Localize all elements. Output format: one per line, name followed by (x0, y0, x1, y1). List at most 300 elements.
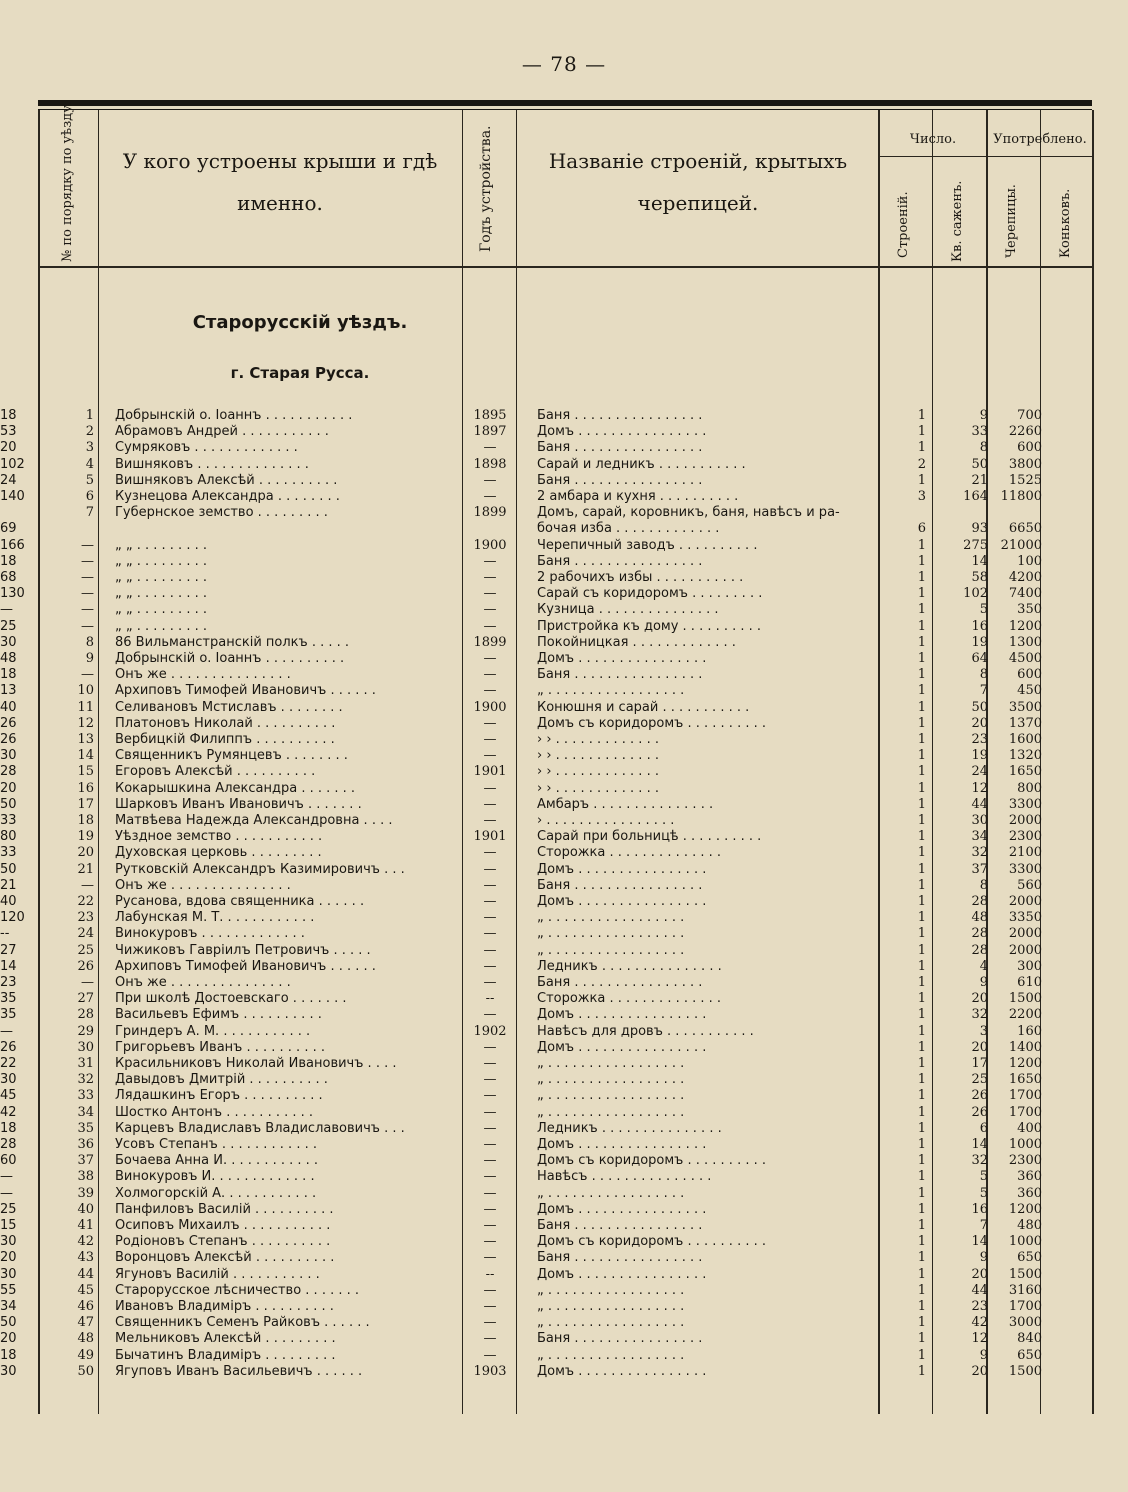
row-area: 7 (979, 1218, 988, 1233)
row-building: › › . . . . . . . . . . . . . (537, 732, 659, 747)
row-building: Баня . . . . . . . . . . . . . . . . (537, 553, 703, 569)
row-year: — (483, 845, 497, 861)
row-owner: Шарковъ Иванъ Ивановичъ . . . . . . . (115, 796, 362, 812)
row-year: — (483, 1169, 497, 1185)
row-tiles: 2200 (1008, 1007, 1042, 1023)
table-row (0, 910, 1128, 926)
row-tiles: 1200 (1008, 618, 1042, 634)
table-row (0, 1283, 1128, 1299)
row-tiles: 3300 (1008, 796, 1042, 812)
row-year: — (483, 1347, 497, 1363)
row-building: Навѣсъ . . . . . . . . . . . . . . . (537, 1169, 712, 1185)
row-year: — (483, 958, 497, 974)
row-ridges: 26 (0, 715, 17, 731)
row-ridges: 68 (0, 570, 17, 585)
table-row (0, 862, 1128, 878)
row-count: 1 (917, 991, 926, 1007)
row-year: — (483, 651, 497, 666)
row-building: „ . . . . . . . . . . . . . . . . . (537, 942, 685, 958)
row-number: 28 (77, 1007, 94, 1023)
row-owner: Красильниковъ Николай Ивановичъ . . . . (115, 1056, 397, 1071)
row-count: 1 (917, 1250, 926, 1266)
table-row (0, 878, 1128, 894)
row-area: 275 (963, 537, 988, 553)
table-row (0, 1137, 1128, 1153)
row-number: 2 (85, 424, 94, 440)
row-area: 26 (971, 1104, 988, 1120)
row-tiles: 360 (1017, 1185, 1042, 1201)
row-tiles: 1500 (1008, 1363, 1042, 1379)
row-area: 14 (971, 1137, 988, 1152)
row-area: 20 (971, 1363, 988, 1379)
row-owner: „ „ . . . . . . . . . (115, 537, 207, 553)
row-area: 28 (971, 942, 988, 958)
row-owner: Вишняковъ Алексѣй . . . . . . . . . . (115, 472, 338, 488)
row-count: 1 (917, 1315, 926, 1331)
row-number: 5 (85, 472, 94, 488)
row-building: › › . . . . . . . . . . . . . (537, 780, 659, 796)
row-owner: Ягуповъ Иванъ Васильевичъ . . . . . . (115, 1363, 363, 1379)
row-tiles: 100 (1017, 553, 1042, 569)
row-tiles: 3800 (1008, 456, 1042, 472)
row-area: 9 (979, 1250, 988, 1266)
row-owner: Осиповъ Михаилъ . . . . . . . . . . . (115, 1218, 331, 1233)
table-row (0, 1299, 1128, 1315)
row-number: — (81, 667, 94, 683)
row-building: Домъ . . . . . . . . . . . . . . . . (537, 1363, 707, 1379)
table-row (0, 619, 1128, 635)
row-building: Баня . . . . . . . . . . . . . . . . (537, 408, 703, 423)
row-ridges: 48 (0, 651, 17, 666)
row-ridges: 21 (0, 877, 17, 893)
row-owner: Матвѣева Надежда Александровна . . . . (115, 813, 393, 828)
row-ridges: 35 (0, 1007, 17, 1023)
row-number: 24 (77, 926, 94, 942)
row-ridges: 18 (0, 408, 17, 423)
row-building: „ . . . . . . . . . . . . . . . . . (537, 1104, 685, 1120)
row-number: 23 (77, 910, 94, 926)
row-tiles: 1400 (1008, 1039, 1042, 1055)
row-tiles: 3500 (1008, 699, 1042, 715)
row-year: — (483, 1104, 497, 1120)
row-area: 50 (971, 456, 988, 472)
row-building: Ледникъ . . . . . . . . . . . . . . . (537, 958, 722, 974)
row-count: 1 (917, 813, 926, 828)
row-ridges: 33 (0, 813, 17, 828)
row-year: — (483, 1299, 497, 1314)
row-count: 3 (917, 489, 926, 504)
row-year: — (483, 894, 497, 909)
row-building: Домъ съ коридоромъ . . . . . . . . . . (537, 1153, 766, 1169)
row-owner: Бочаева Анна И. . . . . . . . . . . . (115, 1153, 319, 1169)
row-year: — (483, 602, 497, 618)
row-ridges: 20 (0, 780, 17, 796)
row-area: 21 (971, 472, 988, 488)
table-row (0, 1088, 1128, 1104)
row-year: — (483, 1153, 497, 1169)
row-tiles: 600 (1017, 667, 1042, 683)
row-tiles: 3160 (1008, 1282, 1042, 1298)
row-tiles: 2000 (1008, 942, 1042, 958)
row-building: „ . . . . . . . . . . . . . . . . . (537, 1056, 685, 1071)
row-area: 19 (971, 634, 988, 650)
row-ridges: 24 (0, 472, 17, 488)
row-building: „ . . . . . . . . . . . . . . . . . (537, 1282, 685, 1298)
row-area: 28 (971, 894, 988, 909)
table-row (0, 1007, 1128, 1023)
row-building: Амбаръ . . . . . . . . . . . . . . . (537, 796, 714, 812)
row-number: — (81, 975, 94, 990)
row-tiles: 21000 (1000, 537, 1042, 553)
row-building: Пристройка къ дому . . . . . . . . . . (537, 618, 762, 634)
row-year: 1901 (473, 764, 507, 780)
row-year: — (483, 1250, 497, 1266)
row-number: 39 (77, 1185, 94, 1201)
row-year: — (483, 942, 497, 958)
row-tiles: 840 (1017, 1331, 1042, 1347)
row-tiles: 1525 (1008, 472, 1042, 488)
row-building: Баня . . . . . . . . . . . . . . . . (537, 1331, 703, 1347)
row-area: 8 (979, 667, 988, 683)
row-count: 1 (917, 618, 926, 634)
row-owner: Воронцовъ Алексѣй . . . . . . . . . . (115, 1250, 335, 1266)
row-owner: Родіоновъ Степанъ . . . . . . . . . . (115, 1234, 331, 1250)
row-count: 1 (917, 408, 926, 423)
row-owner: Винокуровъ . . . . . . . . . . . . . (115, 926, 305, 942)
table-row (0, 554, 1128, 570)
row-year: — (483, 1315, 497, 1331)
table-row (0, 1072, 1128, 1088)
row-year: — (483, 489, 497, 504)
row-number: 19 (77, 829, 94, 845)
row-tiles: 1200 (1008, 1201, 1042, 1217)
row-year: — (483, 926, 497, 942)
row-building: Баня . . . . . . . . . . . . . . . . (537, 975, 703, 990)
row-year: — (483, 1137, 497, 1152)
row-area: 48 (971, 910, 988, 926)
table-row (0, 991, 1128, 1007)
table-row (0, 1105, 1128, 1121)
row-tiles: 1700 (1008, 1088, 1042, 1104)
row-area: 37 (971, 861, 988, 877)
row-area: 16 (971, 618, 988, 634)
table-row (0, 1056, 1128, 1072)
row-ridges: 18 (0, 1347, 17, 1363)
row-tiles: 1700 (1008, 1299, 1042, 1314)
row-number: 42 (77, 1234, 94, 1250)
row-ridges: 50 (0, 861, 17, 877)
row-tiles: 2300 (1008, 1153, 1042, 1169)
row-number: 27 (77, 991, 94, 1007)
table-row (0, 1202, 1128, 1218)
row-ridges: 30 (0, 1234, 17, 1250)
row-ridges: 40 (0, 699, 17, 715)
row-number: 9 (85, 651, 94, 666)
row-owner: Онъ же . . . . . . . . . . . . . . . (115, 667, 291, 683)
row-year: — (483, 1201, 497, 1217)
row-count: 1 (917, 1266, 926, 1282)
table-row (0, 748, 1128, 764)
row-building: Баня . . . . . . . . . . . . . . . . (537, 440, 703, 456)
row-tiles: 160 (1017, 1023, 1042, 1039)
row-count: 1 (917, 1282, 926, 1298)
row-count: 1 (917, 667, 926, 683)
row-area: 20 (971, 715, 988, 731)
table-row (0, 764, 1128, 780)
row-owner: Духовская церковь . . . . . . . . . (115, 845, 322, 861)
row-owner: Лабунская М. Т. . . . . . . . . . . . (115, 910, 315, 926)
table-row (0, 781, 1128, 797)
row-ridges: 42 (0, 1104, 17, 1120)
row-owner: Егоровъ Алексѣй . . . . . . . . . . (115, 764, 316, 780)
row-ridges: 23 (0, 975, 17, 990)
row-number: — (81, 570, 94, 585)
row-area: 6 (979, 1120, 988, 1136)
row-tiles: 11800 (1000, 489, 1042, 504)
row-building: „ . . . . . . . . . . . . . . . . . (537, 910, 685, 926)
row-year: 1900 (473, 537, 507, 553)
row-ridges: 18 (0, 667, 17, 683)
row-ridges: 27 (0, 942, 17, 958)
row-number: 7 (85, 505, 94, 521)
row-ridges: 30 (0, 748, 17, 764)
row-area: 8 (979, 877, 988, 893)
row-tiles: 2000 (1008, 894, 1042, 909)
row-building: Сарай при больницѣ . . . . . . . . . . (537, 829, 762, 845)
row-area: 32 (971, 1153, 988, 1169)
table-row (0, 1024, 1128, 1040)
row-year: — (483, 1088, 497, 1104)
row-building: „ . . . . . . . . . . . . . . . . . (537, 683, 685, 699)
table-row (0, 683, 1128, 699)
table-row (0, 732, 1128, 748)
row-count: 1 (917, 683, 926, 699)
header-tiles: Черепицы. (1004, 184, 1019, 258)
row-building: Баня . . . . . . . . . . . . . . . . (537, 667, 703, 683)
row-count: 1 (917, 1299, 926, 1314)
table-row (0, 505, 1128, 521)
row-tiles: 610 (1017, 975, 1042, 990)
row-year: -- (485, 991, 495, 1007)
row-count: 1 (917, 472, 926, 488)
row-building: Домъ . . . . . . . . . . . . . . . . (537, 861, 707, 877)
row-building: Домъ . . . . . . . . . . . . . . . . (537, 424, 707, 440)
row-tiles: 4200 (1008, 570, 1042, 585)
row-number: 30 (77, 1039, 94, 1055)
row-owner: Винокуровъ И. . . . . . . . . . . . . (115, 1169, 315, 1185)
row-area: 28 (971, 926, 988, 942)
row-year: — (483, 553, 497, 569)
row-building: „ . . . . . . . . . . . . . . . . . (537, 1315, 685, 1331)
row-count: 1 (917, 1331, 926, 1347)
row-tiles: 1320 (1008, 748, 1042, 764)
row-number: — (81, 877, 94, 893)
table-row (0, 440, 1128, 456)
row-ridges: 69 (0, 521, 17, 537)
header-building: Названіе строеній, крытыхъ черепицей. (548, 149, 848, 215)
row-year: 1899 (473, 505, 507, 521)
row-count: 1 (917, 894, 926, 909)
row-count: 1 (917, 942, 926, 958)
row-area: 16 (971, 1201, 988, 1217)
row-count: 1 (917, 1363, 926, 1379)
row-count: 1 (917, 926, 926, 942)
row-building: Конюшня и сарай . . . . . . . . . . . (537, 699, 750, 715)
row-tiles: 560 (1017, 877, 1042, 893)
row-building: Домъ . . . . . . . . . . . . . . . . (537, 651, 707, 666)
row-area: 8 (979, 440, 988, 456)
row-tiles: 3300 (1008, 861, 1042, 877)
row-count: 1 (917, 1039, 926, 1055)
row-year: — (483, 1120, 497, 1136)
row-building: Черепичный заводъ . . . . . . . . . . (537, 537, 758, 553)
row-year: — (483, 861, 497, 877)
row-owner: Бычатинъ Владиміръ . . . . . . . . . (115, 1347, 336, 1363)
row-building: › › . . . . . . . . . . . . . (537, 748, 659, 764)
row-ridges: 30 (0, 1072, 17, 1088)
row-number: 20 (77, 845, 94, 861)
row-year: 1900 (473, 699, 507, 715)
row-count: 1 (917, 780, 926, 796)
row-count: 1 (917, 877, 926, 893)
row-number: 14 (77, 748, 94, 764)
row-building: „ . . . . . . . . . . . . . . . . . (537, 1185, 685, 1201)
row-tiles: 1600 (1008, 732, 1042, 747)
row-ridges: — (0, 1169, 13, 1185)
row-year: — (483, 715, 497, 731)
district-title: Старорусскій уѣздъ. (192, 312, 408, 333)
row-ridges: 45 (0, 1088, 17, 1104)
row-year: -- (485, 1266, 495, 1282)
row-building: 2 амбара и кухня . . . . . . . . . . (537, 489, 739, 504)
row-count: 1 (917, 651, 926, 666)
header-group-count: Число. (909, 132, 957, 147)
row-year: — (483, 1185, 497, 1201)
table-row (0, 667, 1128, 683)
row-count: 1 (917, 1153, 926, 1169)
row-number: 45 (77, 1282, 94, 1298)
row-year: — (483, 586, 497, 602)
row-number: 3 (85, 440, 94, 456)
row-owner: Кокарышкина Александра . . . . . . . (115, 780, 356, 796)
row-count: 1 (917, 1218, 926, 1233)
row-tiles: 650 (1017, 1250, 1042, 1266)
row-ridges: 140 (0, 489, 25, 504)
row-tiles: 6650 (1008, 521, 1042, 537)
row-number: 12 (77, 715, 94, 731)
row-building: Домъ . . . . . . . . . . . . . . . . (537, 1007, 707, 1023)
row-ridges: 55 (0, 1282, 17, 1298)
row-count: 1 (917, 424, 926, 440)
row-area: 50 (971, 699, 988, 715)
row-building: Домъ . . . . . . . . . . . . . . . . (537, 1137, 707, 1152)
row-count: 1 (917, 1072, 926, 1088)
row-area: 14 (971, 553, 988, 569)
row-count: 1 (917, 1056, 926, 1071)
row-count: 1 (917, 732, 926, 747)
row-building: Покойницкая . . . . . . . . . . . . . (537, 634, 736, 650)
row-building: Домъ . . . . . . . . . . . . . . . . (537, 1039, 707, 1055)
row-year: — (483, 1331, 497, 1347)
row-owner: Священникъ Семенъ Райковъ . . . . . . (115, 1315, 370, 1331)
row-number: 32 (77, 1072, 94, 1088)
header-year: Годъ устройства. (478, 125, 494, 252)
row-number: 26 (77, 958, 94, 974)
row-area: 14 (971, 1234, 988, 1250)
row-owner: Рутковскій Александръ Казимировичъ . . . (115, 861, 405, 877)
header-num: № по порядку по уѣзду. (60, 101, 75, 262)
row-ridges: 130 (0, 586, 25, 602)
row-building: Ледникъ . . . . . . . . . . . . . . . (537, 1120, 722, 1136)
row-building: „ . . . . . . . . . . . . . . . . . (537, 1299, 685, 1314)
table-row (0, 635, 1128, 651)
table-row (0, 1364, 1128, 1380)
row-ridges: 18 (0, 553, 17, 569)
row-owner: Григорьевъ Иванъ . . . . . . . . . . (115, 1039, 325, 1055)
row-ridges: 26 (0, 1039, 17, 1055)
row-owner: Мельниковъ Алексѣй . . . . . . . . . (115, 1331, 336, 1347)
row-area: 4 (979, 958, 988, 974)
row-year: — (483, 683, 497, 699)
row-year: — (483, 975, 497, 990)
row-ridges: 33 (0, 845, 17, 861)
row-tiles: 1300 (1008, 634, 1042, 650)
table-row (0, 829, 1128, 845)
row-year: — (483, 813, 497, 828)
row-tiles: 1500 (1008, 1266, 1042, 1282)
row-number: 37 (77, 1153, 94, 1169)
row-count: 6 (917, 521, 926, 537)
row-area: 64 (971, 651, 988, 666)
row-tiles: 4500 (1008, 651, 1042, 666)
row-count: 1 (917, 1169, 926, 1185)
table-row (0, 716, 1128, 732)
table-row (0, 894, 1128, 910)
row-area: 23 (971, 1299, 988, 1314)
row-count: 1 (917, 602, 926, 618)
row-year: — (483, 780, 497, 796)
row-number: 36 (77, 1137, 94, 1152)
row-owner: Гриндеръ А. М. . . . . . . . . . . . (115, 1023, 311, 1039)
row-number: 47 (77, 1315, 94, 1331)
row-number: 46 (77, 1299, 94, 1314)
row-area: 12 (971, 780, 988, 796)
row-number: 10 (77, 683, 94, 699)
row-count: 1 (917, 1007, 926, 1023)
table-row (0, 845, 1128, 861)
row-ridges: 20 (0, 440, 17, 456)
row-building: Сторожка . . . . . . . . . . . . . . (537, 991, 722, 1007)
row-area: 34 (971, 829, 988, 845)
row-owner: Абрамовъ Андрей . . . . . . . . . . . (115, 424, 329, 440)
table-row (0, 1315, 1128, 1331)
row-number: 40 (77, 1201, 94, 1217)
row-tiles: 1000 (1008, 1234, 1042, 1250)
row-number: 38 (77, 1169, 94, 1185)
row-count: 1 (917, 1185, 926, 1201)
row-ridges: 166 (0, 537, 25, 553)
row-number: 50 (77, 1363, 94, 1379)
row-count: 1 (917, 537, 926, 553)
row-ridges: 30 (0, 1363, 17, 1379)
row-tiles: 600 (1017, 440, 1042, 456)
row-area: 9 (979, 408, 988, 423)
row-number: 17 (77, 796, 94, 812)
row-building: Сторожка . . . . . . . . . . . . . . (537, 845, 722, 861)
row-building: Сарай и ледникъ . . . . . . . . . . . (537, 456, 746, 472)
row-year: — (483, 910, 497, 926)
table-row (0, 959, 1128, 975)
